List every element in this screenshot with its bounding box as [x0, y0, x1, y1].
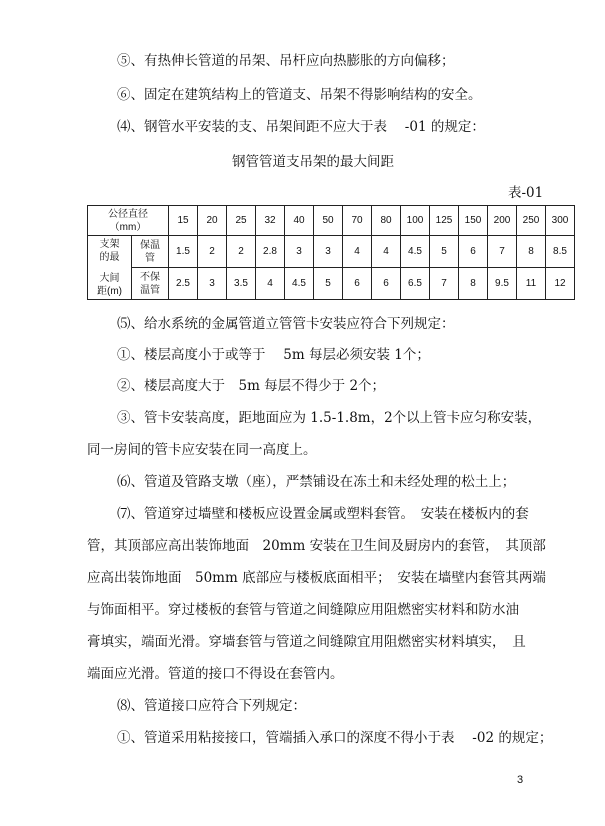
paragraph: ③、管卡安装高度，距地面应为 1.5-1.8m，2个以上管卡应匀称安装，	[117, 410, 542, 426]
table-header-row	[88, 206, 575, 236]
value-cell: 7	[430, 268, 459, 300]
row-label-line: 支架	[99, 238, 120, 250]
uninsulated-label-cell	[132, 268, 169, 300]
value-cell: 6	[343, 268, 372, 300]
uninsulated-label-line: 不保	[140, 271, 160, 283]
value-cell: 3	[285, 236, 314, 268]
value-cell: 2.8	[256, 236, 285, 268]
diameter-cell: 25	[227, 206, 256, 236]
value-cell: 2	[227, 236, 256, 268]
value-cell: 9.5	[488, 268, 517, 300]
diameter-cell: 32	[256, 206, 285, 236]
diameter-cell: 40	[285, 206, 314, 236]
value-cell: 3	[198, 268, 227, 300]
value-cell: 1.5	[169, 236, 198, 268]
diameter-cell: 300	[546, 206, 575, 236]
paragraph: ①、管道采用粘接接口，管端插入承口的深度不得小于表 -02 的规定；	[117, 730, 553, 746]
value-cell: 7	[488, 236, 517, 268]
diameter-cell: 20	[198, 206, 227, 236]
row-label-line: 距(m)	[97, 285, 122, 297]
value-cell: 2.5	[169, 268, 198, 300]
row-label-cell	[88, 236, 132, 300]
diameter-cell: 50	[314, 206, 343, 236]
uninsulated-label-line: 温管	[140, 284, 160, 296]
table-number: 表-01	[508, 185, 544, 201]
value-cell: 5	[430, 236, 459, 268]
paragraph: ①、楼层高度小于或等于 5m 每层必须安装 1个；	[117, 347, 430, 363]
value-cell: 8	[517, 236, 546, 268]
diameter-cell: 100	[401, 206, 430, 236]
paragraph: 膏填实，端面光滑。穿墙套管与管道之间缝隙宜用阻燃密实材料填实， 且	[87, 634, 526, 650]
value-cell: 12	[546, 268, 575, 300]
value-cell: 4	[372, 236, 401, 268]
value-cell: 11	[517, 268, 546, 300]
value-cell: 6	[459, 236, 488, 268]
diameter-cell: 200	[488, 206, 517, 236]
value-cell: 5	[314, 268, 343, 300]
pipe-support-spacing-table	[87, 205, 575, 300]
value-cell: 4	[343, 236, 372, 268]
diameter-cell: 150	[459, 206, 488, 236]
paragraph: ⑺、管道穿过墙壁和楼板应设置金属或塑料套管。 安装在楼板内的套	[117, 506, 529, 522]
value-cell: 4.5	[285, 268, 314, 300]
paragraph: 同一房间的管卡应安装在同一高度上。	[87, 442, 317, 458]
uninsulated-row	[88, 268, 575, 300]
insulated-label-line: 管	[145, 252, 155, 264]
row-label-line: 的最	[99, 251, 120, 263]
paragraph: 与饰面相平。穿过楼板的套管与管道之间缝隙应用阻燃密实材料和防水油	[87, 602, 519, 618]
value-cell: 8.5	[546, 236, 575, 268]
value-cell: 4.5	[401, 236, 430, 268]
value-cell: 2	[198, 236, 227, 268]
paragraph: ⑹、管道及管路支墩（座），严禁铺设在冻土和未经处理的松土上；	[117, 474, 516, 490]
insulated-label-cell	[132, 236, 169, 268]
paragraph: ⑤、有热伸长管道的吊架、吊杆应向热膨胀的方向偏移；	[117, 53, 455, 69]
paragraph: ②、楼层高度大于 5m 每层不得少于 2个；	[117, 378, 386, 394]
diameter-cell: 70	[343, 206, 372, 236]
value-cell: 3	[314, 236, 343, 268]
diameter-cell: 15	[169, 206, 198, 236]
paragraph: 端面应光滑。管道的接口不得设在套管内。	[87, 666, 344, 682]
diameter-cell: 250	[517, 206, 546, 236]
paragraph: 管，其顶部应高出装饰地面 20mm 安装在卫生间及厨房内的套管， 其顶部	[87, 538, 546, 554]
value-cell: 6.5	[401, 268, 430, 300]
value-cell: 8	[459, 268, 488, 300]
header-label-cell	[88, 206, 169, 236]
row-label-line: 大间	[99, 272, 120, 284]
value-cell: 3.5	[227, 268, 256, 300]
insulated-label-line: 保温	[140, 239, 160, 251]
header-label-line: 公径直径	[108, 208, 148, 220]
paragraph: ⑷、钢管水平安装的支、吊架间距不应大于表 -01 的规定：	[117, 119, 485, 135]
value-cell: 6	[372, 268, 401, 300]
table-caption: 钢管管道支吊架的最大间距	[232, 154, 394, 170]
value-cell: 4	[256, 268, 285, 300]
paragraph: ⑥、固定在建筑结构上的管道支、吊架不得影响结构的安全。	[117, 87, 482, 103]
insulated-row	[88, 236, 575, 268]
diameter-cell: 125	[430, 206, 459, 236]
paragraph: ⑻、管道接口应符合下列规定：	[117, 698, 306, 714]
paragraph: 应高出装饰地面 50mm 底部应与楼板底面相平； 安装在墙壁内套管其两端	[87, 570, 546, 586]
header-label-line: （mm）	[109, 221, 147, 233]
page-number: 3	[517, 774, 524, 786]
paragraph: ⑸、给水系统的金属管道立管管卡安装应符合下列规定：	[117, 316, 455, 332]
diameter-cell: 80	[372, 206, 401, 236]
